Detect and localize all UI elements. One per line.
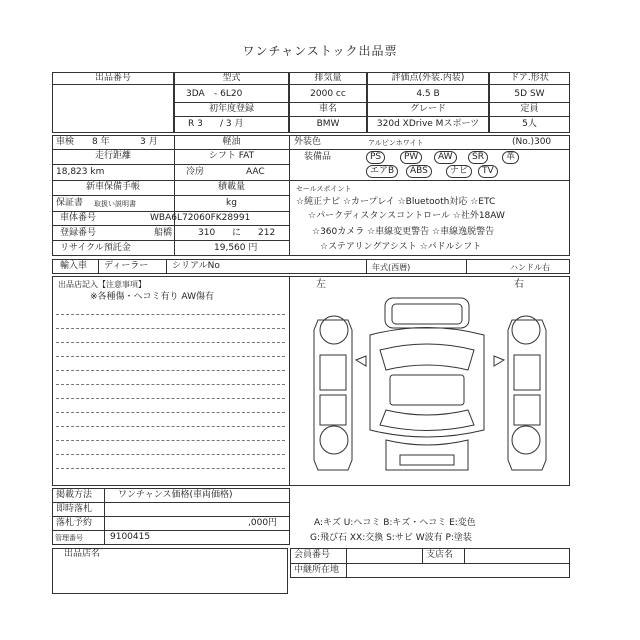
left-front-door [320,355,346,390]
recycle-value: 19,560 円 [214,243,258,253]
legend-row-2: G:飛び石 XX:交換 S:サビ W波有 P:塗装 [310,533,472,543]
maker-label: 車名 [318,104,337,114]
manage-label: 管理番号 [55,534,83,542]
maker-value: BMW [316,119,340,129]
selling-point-1: ☆純正ナビ ☆カープレイ ☆Bluetooth対応 ☆ETC [296,197,496,207]
displacement-value: 2000 cc [310,89,346,99]
equipment-item: TV [478,165,498,178]
reg-class: 310 [198,228,216,238]
equipment-item: ABS [406,165,432,178]
import-value: ディーラー [104,261,149,271]
import-label: 輸入車 [60,261,88,271]
selling-point-4: ☆ステアリングアシスト ☆パドルシフト [320,242,482,252]
roof-panel [390,375,464,405]
note-line [56,440,285,441]
first-reg-label: 初年度登録 [208,104,254,114]
grade-value: 320d XDrive Mスポーツ [376,119,480,129]
score-label: 評価点(外装.内装) [391,73,465,83]
equipment-item: PS [366,151,385,164]
method-value: ワンチャンス価格(車両価格) [118,490,233,500]
immediate-label: 即時落札 [56,504,93,514]
legend-row-1: A:キズ U:ヘコミ B:キズ・ヘコミ E:変色 [314,518,476,528]
note-line [56,328,285,329]
equipment-label: 装備品 [304,152,332,162]
doors-label: ドア.形状 [510,73,549,83]
right-rear-wheel [512,426,540,454]
equipment-item: ナビ [446,165,472,178]
selling-point-2: ☆パークディスタンスコントロール ☆社外18AW [308,211,505,221]
note-line [56,342,285,343]
note-line [56,384,285,385]
equipment-item: SR [468,151,488,164]
left-mirror [356,356,366,366]
grade-label: グレード [409,104,446,114]
exterior-color-label: 外装色 [294,137,322,147]
equipment-item: 革 [502,151,519,164]
right-rear-door [514,395,540,425]
right-side-label: 右 [514,279,524,290]
note-line [56,398,285,399]
displacement-label: 排気量 [314,73,342,83]
location-label: 中継所在地 [294,565,340,575]
left-side-label: 左 [316,279,326,290]
equipment-row-2 [366,165,566,178]
first-reg-era: R 3 [188,119,203,129]
first-reg-month: / 3 月 [220,119,244,129]
shift-value: シフト FAT [208,151,255,161]
method-label: 掲載方法 [56,490,93,500]
new-warranty-label: 新車保備手帳 [85,182,140,192]
color-no: (No.)300 [512,137,552,147]
car-damage-diagram [290,290,570,486]
rear-window [380,410,474,431]
right-front-door [514,355,540,390]
note-line [56,468,285,469]
branch-label: 支店名 [426,550,454,560]
year-label: 年式(西暦) [372,263,411,272]
warranty-label: 保証書 [56,198,84,208]
note-line [56,454,285,455]
shop-label: 出品店名 [64,549,101,559]
reg-no-label: 登録番号 [60,228,97,238]
score-value: 4.5 B [416,89,440,99]
aircon-value: AAC [246,167,265,177]
age-value: 8 年 [92,137,110,147]
capacity-label: 定員 [520,104,539,114]
chassis-value: WBA6L72060FK28991 [150,213,251,223]
capacity-value: 5人 [522,119,537,129]
model-label: 型式 [222,73,241,83]
chassis-label: 車体番号 [60,213,97,223]
fuel-value: 軽油 [222,137,241,147]
note-line [56,370,285,371]
note-line [56,412,285,413]
equipment-item: エアB [366,165,398,178]
mileage-value: 18,823 km [56,167,105,177]
reg-district: 船橋 [154,228,173,238]
age-month: 3 月 [140,137,158,147]
reg-kana: に [232,228,242,238]
exterior-color-value: アルピンホワイト [368,139,424,147]
note-line [56,426,285,427]
model-prefix: 3DA [186,89,205,99]
reserve-value: ,000円 [248,518,278,528]
reg-number: 212 [258,228,276,238]
manage-value: 9100415 [110,532,151,542]
lot-no-label: 出品番号 [94,73,131,83]
model-code: - 6L20 [214,89,243,99]
age-label: 車検 [56,137,75,147]
equipment-row-1 [366,151,566,164]
windshield [380,344,474,370]
selling-point-3: ☆360カメラ ☆車線変更警告 ☆車線逸脱警告 [312,227,495,237]
page-title: ワンチャンストック出品票 [242,44,398,58]
serial-label: シリアルNo [172,261,220,271]
right-mirror [494,356,504,366]
notes-line-1: ※各種傷・ヘコミ有り AW傷有 [90,292,214,302]
notes-label: 出品店記入【注意事項】 [58,280,146,289]
equipment-item: PW [400,151,422,164]
recycle-label: リサイクル預託金 [60,243,131,253]
notes-ruled-lines [56,300,285,486]
equipment-item: AW [434,151,457,164]
warranty-value: 取扱い説明書 [94,200,136,208]
reserve-label: 落札予約 [56,518,93,528]
aircon-label: 冷房 [186,167,205,177]
grille [400,455,454,465]
selling-points-label: セールスポイント [296,185,352,193]
weight-unit: kg [226,198,237,208]
capacity-weight-label: 積載量 [217,182,245,192]
note-line [56,356,285,357]
left-rear-wheel [320,426,348,454]
note-line [56,314,285,315]
member-label: 会員番号 [294,550,331,560]
mileage-label: 走行距離 [94,151,131,161]
left-rear-door [320,395,346,425]
handle-label: ハンドル右 [510,263,550,272]
doors-value: 5D SW [514,89,545,99]
